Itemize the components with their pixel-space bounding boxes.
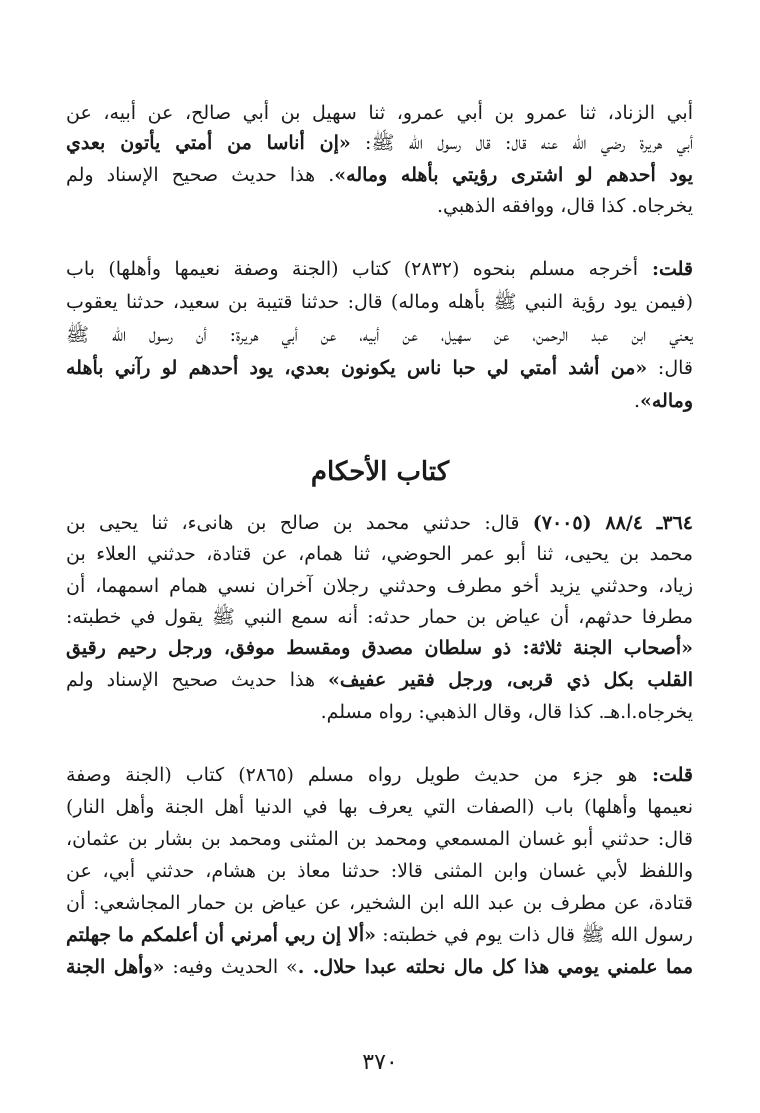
text-line xyxy=(66,191,693,221)
text-run: أبي هريرة رضي الله عنه قال: قال رسول الله ﷺ: xyxy=(350,132,693,154)
text-line xyxy=(66,920,693,950)
text-run: . هذا حديث صحيح الإسناد ولم xyxy=(66,164,335,186)
text-run: يخرجاه. كذا قال، ووافقه الذهبي. xyxy=(436,195,693,217)
hadith-number: ٣٦٤ـ ٨٨/٤ (٧٠٠٥) xyxy=(532,512,693,534)
text-line xyxy=(66,665,693,695)
hadith-quote: مما علمني يومي هذا كل مال نحلته عبدا حلال. . xyxy=(297,956,693,978)
hadith-quote: «إن أناسا من أمتي يأتون بعدي xyxy=(66,132,351,154)
text-run: أبي الزناد، ثنا عمرو بن أبي عمرو، ثنا سهيل بن أبي صالح، عن أبيه، عن xyxy=(66,102,693,124)
text-line xyxy=(66,128,693,158)
text-run: يعني ابن عبد الرحمن، عن سهيل، عن أبيه، عن أبي هريرة: أن رسول الله ﷺ xyxy=(66,324,693,346)
text-line xyxy=(66,508,693,538)
hadith-quote: «ألا إن ربي أمرني أن أعلمكم ما جهلتم xyxy=(66,924,377,946)
text-line xyxy=(66,697,693,727)
text-line xyxy=(66,602,693,632)
text-run: قال: حدثني أبو غسان المسمعي ومحمد بن المثنى ومحمد بن بشار بن عثمان، xyxy=(66,828,693,850)
text-run: هو جزء من حديث طويل رواه مسلم (٢٨٦٥) كتاب (الجنة وصفة xyxy=(66,764,638,786)
text-line xyxy=(66,888,693,918)
hadith-quote: «من أشد أمتي لي حبا ناس يكونون بعدي، يود أحدهم لو رآني بأهله xyxy=(66,357,648,379)
text-run: . xyxy=(633,390,640,412)
text-run: هذا حديث صحيح الإسناد ولم xyxy=(66,669,328,691)
text-line xyxy=(66,792,693,822)
text-run: قتادة، عن مطرف بن عبد الله ابن الشخير، عن عياض بن حمار المجاشعي: أن xyxy=(66,892,693,914)
hadith-quote: وماله» xyxy=(640,390,693,412)
hadith-quote: «أصحاب الجنة ثلاثة: ذو سلطان مصدق ومقسط موفق، ورجل رحيم رقيق xyxy=(66,637,693,659)
text-run: أخرجه مسلم بنحوه (٢٨٣٢) كتاب (الجنة وصفة نعيمها وأهلها) باب xyxy=(66,258,639,280)
text-run: مطرفا حدثهم، أن عياض بن حمار حدثه: أنه سمع النبي ﷺ يقول في خطبته: xyxy=(66,606,693,628)
text-run: نعيمها وأهلها) باب (الصفات التي يعرف بها في الدنيا أهل الجنة وأهل النار) xyxy=(66,796,693,818)
text-line xyxy=(66,952,693,982)
text-line xyxy=(66,353,693,383)
chapter-heading: كتاب الأحكام xyxy=(310,457,450,487)
qultu-label: قلت: xyxy=(638,258,693,280)
text-line xyxy=(66,539,693,569)
text-run: قال: حدثني محمد بن صالح بن هانىء، ثنا يحيى بن xyxy=(66,512,533,534)
text-line xyxy=(66,254,693,284)
text-run: واللفظ لأبي غسان وابن المثنى قالا: حدثنا معاذ بن هشام، حدثني أبي، عن xyxy=(66,860,693,882)
text-line xyxy=(66,160,693,190)
hadith-quote: يود أحدهم لو اشترى رؤيتي بأهله وماله» xyxy=(334,164,693,186)
text-line xyxy=(66,824,693,854)
text-run: رسول الله ﷺ قال ذات يوم في خطبته: xyxy=(376,924,693,946)
text-run: زياد، وحدثني يزيد أخو مطرف وحدثني رجلان آخران نسي همام اسمهما، أن xyxy=(66,575,693,597)
text-line xyxy=(66,320,693,350)
text-run: يخرجاه.ا.هـ. كذا قال، وقال الذهبي: رواه مسلم. xyxy=(320,701,693,723)
text-line xyxy=(66,386,693,416)
text-run: قال: xyxy=(647,357,693,379)
qultu-label: قلت: xyxy=(637,764,693,786)
text-run: (فيمن يود رؤية النبي ﷺ بأهله وماله) قال: حدثنا قتيبة بن سعيد، حدثنا يعقوب xyxy=(66,291,693,313)
text-line xyxy=(66,287,693,317)
text-line xyxy=(66,856,693,886)
text-line xyxy=(66,760,693,790)
text-line xyxy=(66,633,693,663)
text-line xyxy=(66,571,693,601)
text-line xyxy=(66,98,693,128)
hadith-quote: «وأهل الجنة xyxy=(66,956,165,978)
hadith-quote: القلب بكل ذي قربى، ورجل فقير عفيف» xyxy=(327,669,693,691)
text-run: » الحديث وفيه: xyxy=(164,956,298,978)
text-run: محمد بن يحيى، ثنا أبو عمر الحوضي، ثنا همام، عن قتادة، حدثني العلاء بن xyxy=(66,543,693,565)
page-number: ٣٧٠ xyxy=(362,1050,398,1075)
